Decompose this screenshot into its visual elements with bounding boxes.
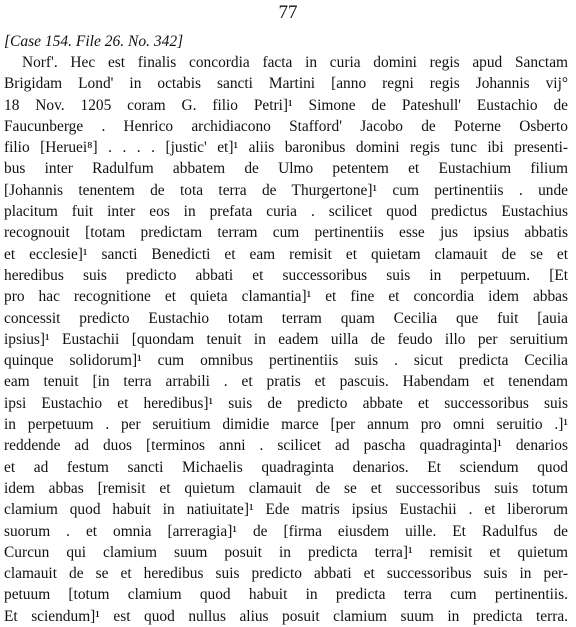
text-line: Curcun qui clamium suum posuit in predicta terra]¹ remisit et quietum bbox=[4, 543, 568, 561]
text-line: suorum . et omnia [arreragia]¹ de [firma eiusdem uille. Et Radulfus de bbox=[4, 522, 568, 540]
document-body bbox=[4, 52, 568, 627]
text-line: bus inter Radulfum abbatem de Ulmo petentem et Eustachium filium bbox=[4, 160, 568, 178]
text-line: pro hac recognitione et quieta clamantia]¹ et fine et concordia idem abbas bbox=[4, 288, 568, 306]
text-line: concessit predicto Eustachio totam terram quam Cecilia que fuit [auia bbox=[4, 309, 568, 327]
text-line: heredibus suis predicto abbati et successoribus suis in perpetuum. [Et bbox=[4, 266, 568, 284]
text-line: eam tenuit [in terra arrabili . et pratis et pascuis. Habendam et tenendam bbox=[4, 373, 568, 391]
text-line: in perpetuum . per seruitium dimidie marce [per annum pro omni seruitio .]¹ bbox=[4, 416, 568, 434]
text-line: clamium quod habuit in natiuitate]¹ Ede matris ipsius Eustachii . et liberorum bbox=[4, 501, 568, 519]
page-number: 77 bbox=[278, 2, 298, 23]
text-line: filio [Heruei⁸] . . . . [justic' et]¹ aliis baronibus domini regis tunc ibi presenti- bbox=[4, 139, 568, 157]
text-line: Brigidam Lond' in octabis sancti Martini [anno regni regis Johannis vij° bbox=[4, 75, 568, 93]
text-line: et ecclesie]¹ sancti Benedicti et eam remisit et quietam clamauit de se et bbox=[4, 245, 568, 263]
text-line: reddende ad duos [terminos anni . scilicet ad pascha quadraginta]¹ denarios bbox=[4, 437, 568, 455]
text-line: ipsius]¹ Eustachii [quondam tenuit in eadem uilla de feudo illo per seruitium bbox=[4, 330, 568, 348]
text-line: clamauit de se et heredibus suis predicto abbati et successoribus suis in per- bbox=[4, 565, 568, 583]
text-line: petuum [totum clamium quod habuit in predicta terra cum pertinentiis. bbox=[4, 586, 568, 604]
text-line: et ad festum sancti Michaelis quadraginta denarios. Et sciendum quod bbox=[4, 458, 568, 476]
case-reference: [Case 154. File 26. No. 342] bbox=[4, 33, 184, 50]
text-line: Faucunberge . Henrico archidiacono Stafford' Jacobo de Poterne Osberto bbox=[4, 117, 568, 135]
text-line: [Johannis tenentem de tota terra de Thurgertone]¹ cum pertinentiis . unde bbox=[4, 181, 568, 199]
text-line: idem abbas [remisit et quietum clamauit de se et successoribus suis totum bbox=[4, 479, 568, 497]
text-line: Norf'. Hec est finalis concordia facta in curia domini regis apud Sanctam bbox=[22, 54, 568, 71]
text-line: ipsi Eustachio et heredibus]¹ suis de predicto abbate et successoribus suis bbox=[4, 394, 568, 412]
text-line: quinque solidorum]¹ cum omnibus pertinentiis suis . sicut predicta Cecilia bbox=[4, 352, 568, 370]
text-line: recognouit [totam predictam terram cum pertinentiis esse jus ipsius abbatis bbox=[4, 224, 568, 242]
text-line: 18 Nov. 1205 coram G. filio Petri]¹ Simone de Pateshull' Eustachio de bbox=[4, 96, 568, 114]
text-line: placitum fuit inter eos in prefata curia . scilicet quod predictus Eustachius bbox=[4, 203, 568, 221]
text-line: Et sciendum]¹ est quod nullus alius posuit clamium suum in predicta terra. bbox=[4, 607, 568, 625]
